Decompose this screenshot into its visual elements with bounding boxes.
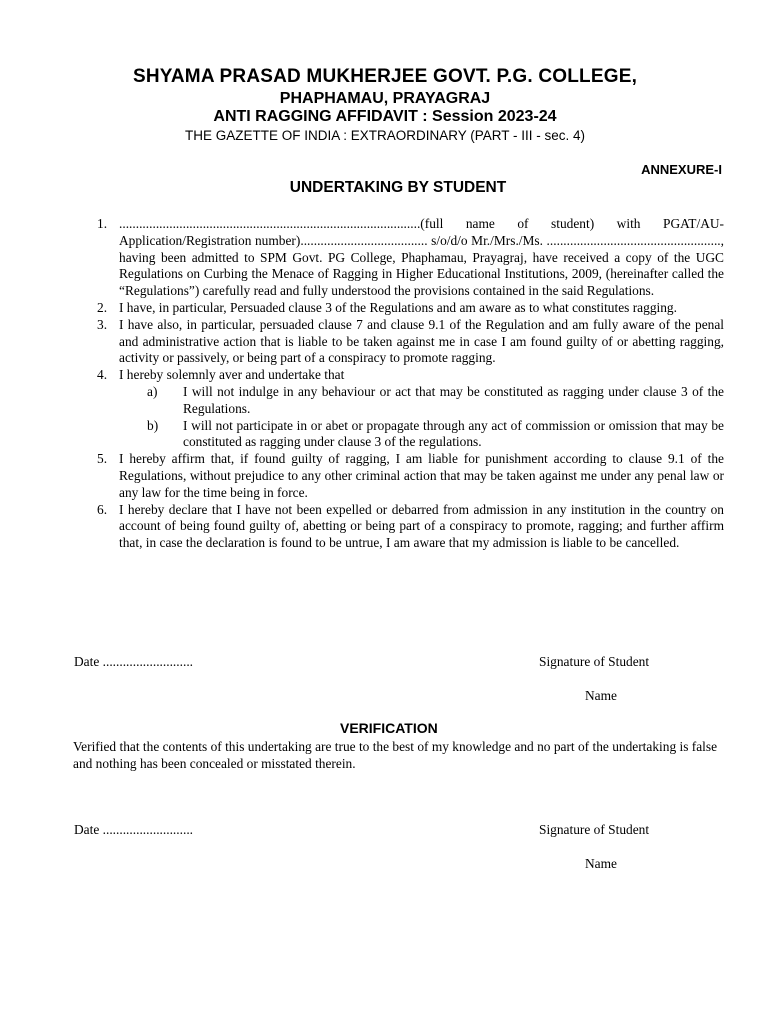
verification-name-label: Name (585, 856, 617, 871)
student-signature-label: Signature of Student (539, 654, 650, 669)
sub-item (119, 418, 724, 452)
item-number: 6. (97, 501, 108, 517)
sub-item-letter: b) (147, 417, 159, 433)
college-name: SHYAMA PRASAD MUKHERJEE GOVT. P.G. COLLEGE, (132, 66, 638, 87)
item-text: I hereby declare that I have not been expelled or debarred from admission in any institution in the country on account of being found guilty of, abetting or being part of a conspiracy to promote, ragging; and further affirm that, in case the declaration is found to be untrue, I am aware that my admission is liable to be cancelled. (119, 501, 724, 551)
item-number: 1. (97, 216, 108, 231)
date-field: Date ........................... (74, 654, 194, 669)
sub-item (119, 384, 724, 418)
college-location: PHAPHAMAU, PRAYAGRAJ (279, 90, 491, 107)
sub-item-text: I will not participate in or abet or propagate through any act of commission or omission that may be constituted as ragging under clause 3 of the regulations. (183, 417, 724, 450)
undertaking-list (73, 216, 724, 552)
undertaking-item (73, 502, 724, 552)
item-text: I have also, in particular, persuaded clause 7 and clause 9.1 of the Regulation and am fully aware of the penal and administrative action that is liable to be taken against me in case I am found guilty of or abetting ragging, activity or passively, or being part of a conspiracy to promote ragging. (119, 316, 724, 366)
undertaking-item (73, 317, 724, 367)
gazette-reference: THE GAZETTE OF INDIA : EXTRAORDINARY (PART - III - sec. 4) (184, 128, 586, 143)
item-number: 4. (97, 367, 108, 383)
verification-signature-label: Signature of Student (539, 822, 650, 837)
affidavit-title: ANTI RAGGING AFFIDAVIT : Session 2023-24 (213, 108, 557, 125)
undertaking-item (73, 216, 724, 300)
undertaking-heading: UNDERTAKING BY STUDENT (289, 179, 507, 196)
student-name-label: Name (585, 688, 617, 703)
item-text: I hereby affirm that, if found guilty of ragging, I am liable for punishment according to clause 9.1 of the Regulations, without prejudice to any other criminal action that may be taken against me under any penal law or any law for the time being in force. (119, 451, 724, 500)
verification-heading: VERIFICATION (340, 720, 438, 736)
sub-list (119, 384, 724, 451)
verification-text: Verified that the contents of this undertaking are true to the best of my knowledge and no part of the undertaking is false and nothing has been concealed or misstated therein. (73, 739, 718, 771)
undertaking-item (73, 367, 724, 451)
sub-item-letter: a) (147, 383, 158, 399)
undertaking-item (73, 300, 724, 317)
item-number: 3. (97, 316, 108, 332)
item-number: 2. (97, 299, 108, 315)
item-text: I hereby solemnly aver and undertake that (119, 367, 345, 383)
undertaking-item (73, 451, 724, 501)
sub-item-text: I will not indulge in any behaviour or act that may be constituted as ragging under clause 3 of the Regulations. (183, 383, 724, 416)
item-number: 5. (97, 451, 108, 467)
verification-date-field: Date ........................... (74, 822, 194, 837)
item-text: I have, in particular, Persuaded clause 3 of the Regulations and am aware as to what constitutes ragging. (119, 299, 677, 315)
annexure-label: ANNEXURE-I (641, 162, 722, 177)
item-text: ..........................................................................................(full name of student) with PGAT/AU-Application/Registration number)...................................... s/o/d/o Mr./Mrs./Ms. ...................................................., having been admitted to SPM Govt. PG College, Phaphamau, Prayagraj, have received a copy of the UGC Regulations on Curbing the Menace of Ragging in Higher Educational Institutions, 2009, (hereinafter called the “Regulations”) carefully read and fully understood the provisions contained in the said Regulations. (119, 216, 724, 299)
